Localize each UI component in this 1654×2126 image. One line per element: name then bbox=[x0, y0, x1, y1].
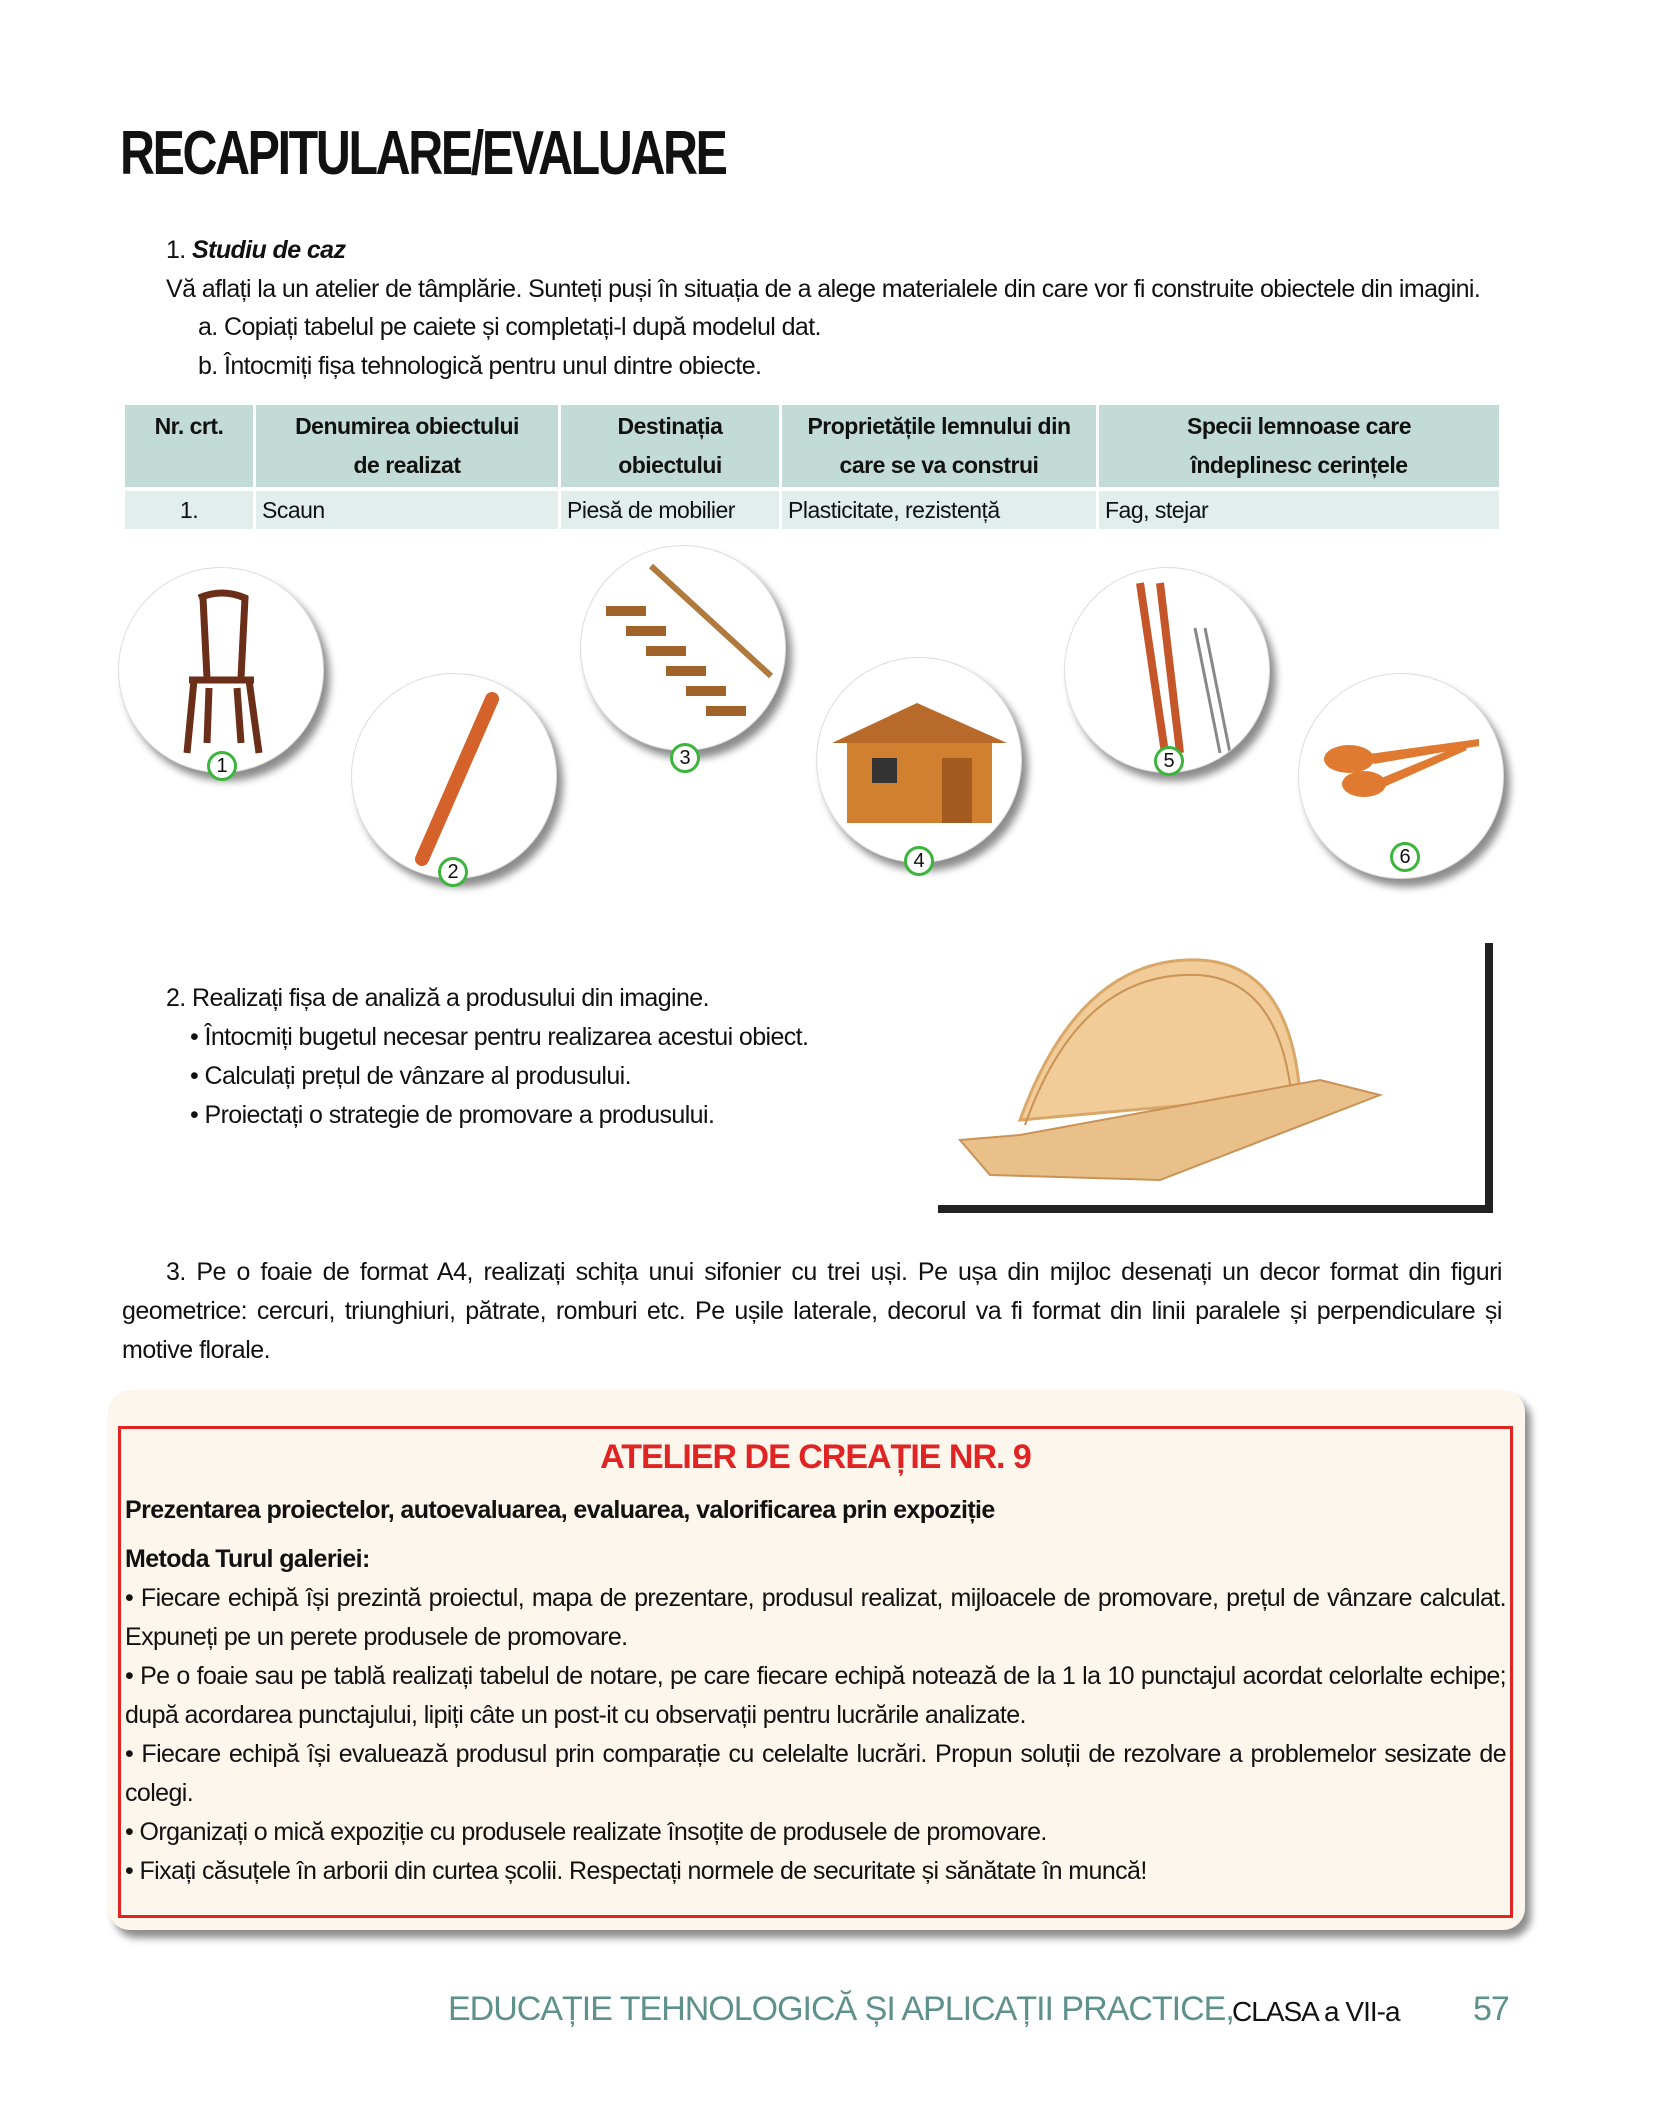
exercise-2-bullet: • Întocmiți bugetul necesar pentru realizarea acestui obiect. bbox=[190, 1023, 809, 1051]
chair-icon bbox=[119, 568, 324, 773]
cell-nr: 1. bbox=[125, 491, 253, 529]
image-number-badge: 1 bbox=[207, 751, 237, 781]
page-number: 57 bbox=[1473, 1990, 1509, 2028]
method-heading: Metoda Turul galeriei: bbox=[125, 1545, 370, 1573]
header-properties: Proprietățile lemnului din care se va construi bbox=[782, 405, 1096, 491]
skis-icon bbox=[1065, 568, 1270, 773]
table-header-row bbox=[125, 405, 1499, 491]
exercise-2-lead: 2. Realizați fișa de analiză a produsului din imagine. bbox=[166, 984, 709, 1012]
cell-object: Scaun bbox=[256, 491, 558, 529]
exercise-2-bullet: • Proiectați o strategie de promovare a produsului. bbox=[190, 1101, 715, 1129]
skis-image bbox=[1064, 567, 1270, 773]
atelier-frame bbox=[118, 1426, 1513, 1918]
image-number-badge: 3 bbox=[670, 743, 700, 773]
napkin-holder-icon bbox=[930, 935, 1485, 1205]
exercise-1-intro: Vă aflați la un atelier de tâmplărie. Sunteți puși în situația de a alege materialele din care vor fi construite obiectele din imagini. bbox=[166, 275, 1481, 303]
image-number-badge: 2 bbox=[438, 857, 468, 887]
exercise-title: Studiu de caz bbox=[192, 236, 346, 264]
cell-destination: Piesă de mobilier bbox=[561, 491, 779, 529]
header-destination: Destinația obiectului bbox=[561, 405, 779, 491]
stairs-icon bbox=[581, 546, 786, 751]
chair-image bbox=[118, 567, 324, 773]
image-number-badge: 4 bbox=[904, 846, 934, 876]
header-species: Specii lemnoase care îndeplinesc cerințele bbox=[1099, 405, 1499, 491]
exercise-1-task-a: a. Copiați tabelul pe caiete și completați-l după modelul dat. bbox=[198, 313, 821, 341]
footer-grade: CLASA a VII-a bbox=[1232, 1996, 1400, 2027]
cabin-image bbox=[816, 657, 1022, 863]
image-number-badge: 5 bbox=[1154, 746, 1184, 776]
footer-subject: EDUCAȚIE TEHNOLOGICĂ ȘI APLICAȚII PRACTICE, bbox=[448, 1990, 1234, 2028]
cell-species: Fag, stejar bbox=[1099, 491, 1499, 529]
table-row bbox=[125, 491, 1499, 529]
materials-table bbox=[122, 405, 1502, 529]
atelier-subtitle: Prezentarea proiectelor, autoevaluarea, evaluarea, valorificarea prin expoziție bbox=[125, 1496, 995, 1524]
atelier-bullet: • Fiecare echipă își evaluează produsul prin comparație cu celelalte lucrări. Propun soluții de rezolvare a problemelor sesizate de colegi. bbox=[125, 1740, 1506, 1807]
stairs-image bbox=[580, 545, 786, 751]
exercise-number: 1. bbox=[166, 236, 186, 264]
flute-icon bbox=[352, 674, 557, 879]
exercise-1-heading bbox=[166, 231, 345, 270]
page-title: RECAPITULARE/EVALUARE bbox=[120, 119, 726, 188]
atelier-bullet: • Fiecare echipă își prezintă proiectul, mapa de prezentare, produsul realizat, mijloacele de promovare, prețul de vânzare calculat. Expuneți pe un perete produsele de promovare. bbox=[125, 1584, 1506, 1651]
atelier-bullet: • Fixați căsuțele în arborii din curtea școlii. Respectați normele de securitate și sănătate în muncă! bbox=[125, 1857, 1147, 1885]
napkin-holder-image bbox=[930, 935, 1485, 1205]
cell-properties: Plasticitate, rezistență bbox=[782, 491, 1096, 529]
image-number-badge: 6 bbox=[1390, 842, 1420, 872]
header-nr: Nr. crt. bbox=[125, 405, 253, 491]
atelier-box bbox=[108, 1390, 1525, 1930]
exercise-3-text: 3. Pe o foaie de format A4, realizați schița unui sifonier cu trei uși. Pe ușa din mijloc desenați un decor format din figuri geometrice: cercuri, triunghiuri, pătrate, romburi etc. Pe ușile laterale, decorul va fi format din linii paralele și perpendiculare și motive florale. bbox=[122, 1258, 1502, 1364]
header-object: Denumirea obiectului de realizat bbox=[256, 405, 558, 491]
atelier-bullet: • Pe o foaie sau pe tablă realizați tabelul de notare, pe care fiecare echipă notează de la 1 la 10 punctajul acordat celorlalte echipe; după acordarea punctajului, lipiți câte un post-it cu observații pentru lucrările analizate. bbox=[125, 1662, 1506, 1729]
atelier-title: ATELIER DE CREAȚIE NR. 9 bbox=[600, 1438, 1031, 1476]
exercise-2-bullet: • Calculați prețul de vânzare al produsului. bbox=[190, 1062, 631, 1090]
atelier-bullet: • Organizați o mică expoziție cu produsele realizate însoțite de produsele de promovare. bbox=[125, 1818, 1047, 1846]
cabin-icon bbox=[817, 658, 1022, 863]
flute-image bbox=[351, 673, 557, 879]
exercise-1-task-b: b. Întocmiți fișa tehnologică pentru unul dintre obiecte. bbox=[198, 352, 762, 380]
